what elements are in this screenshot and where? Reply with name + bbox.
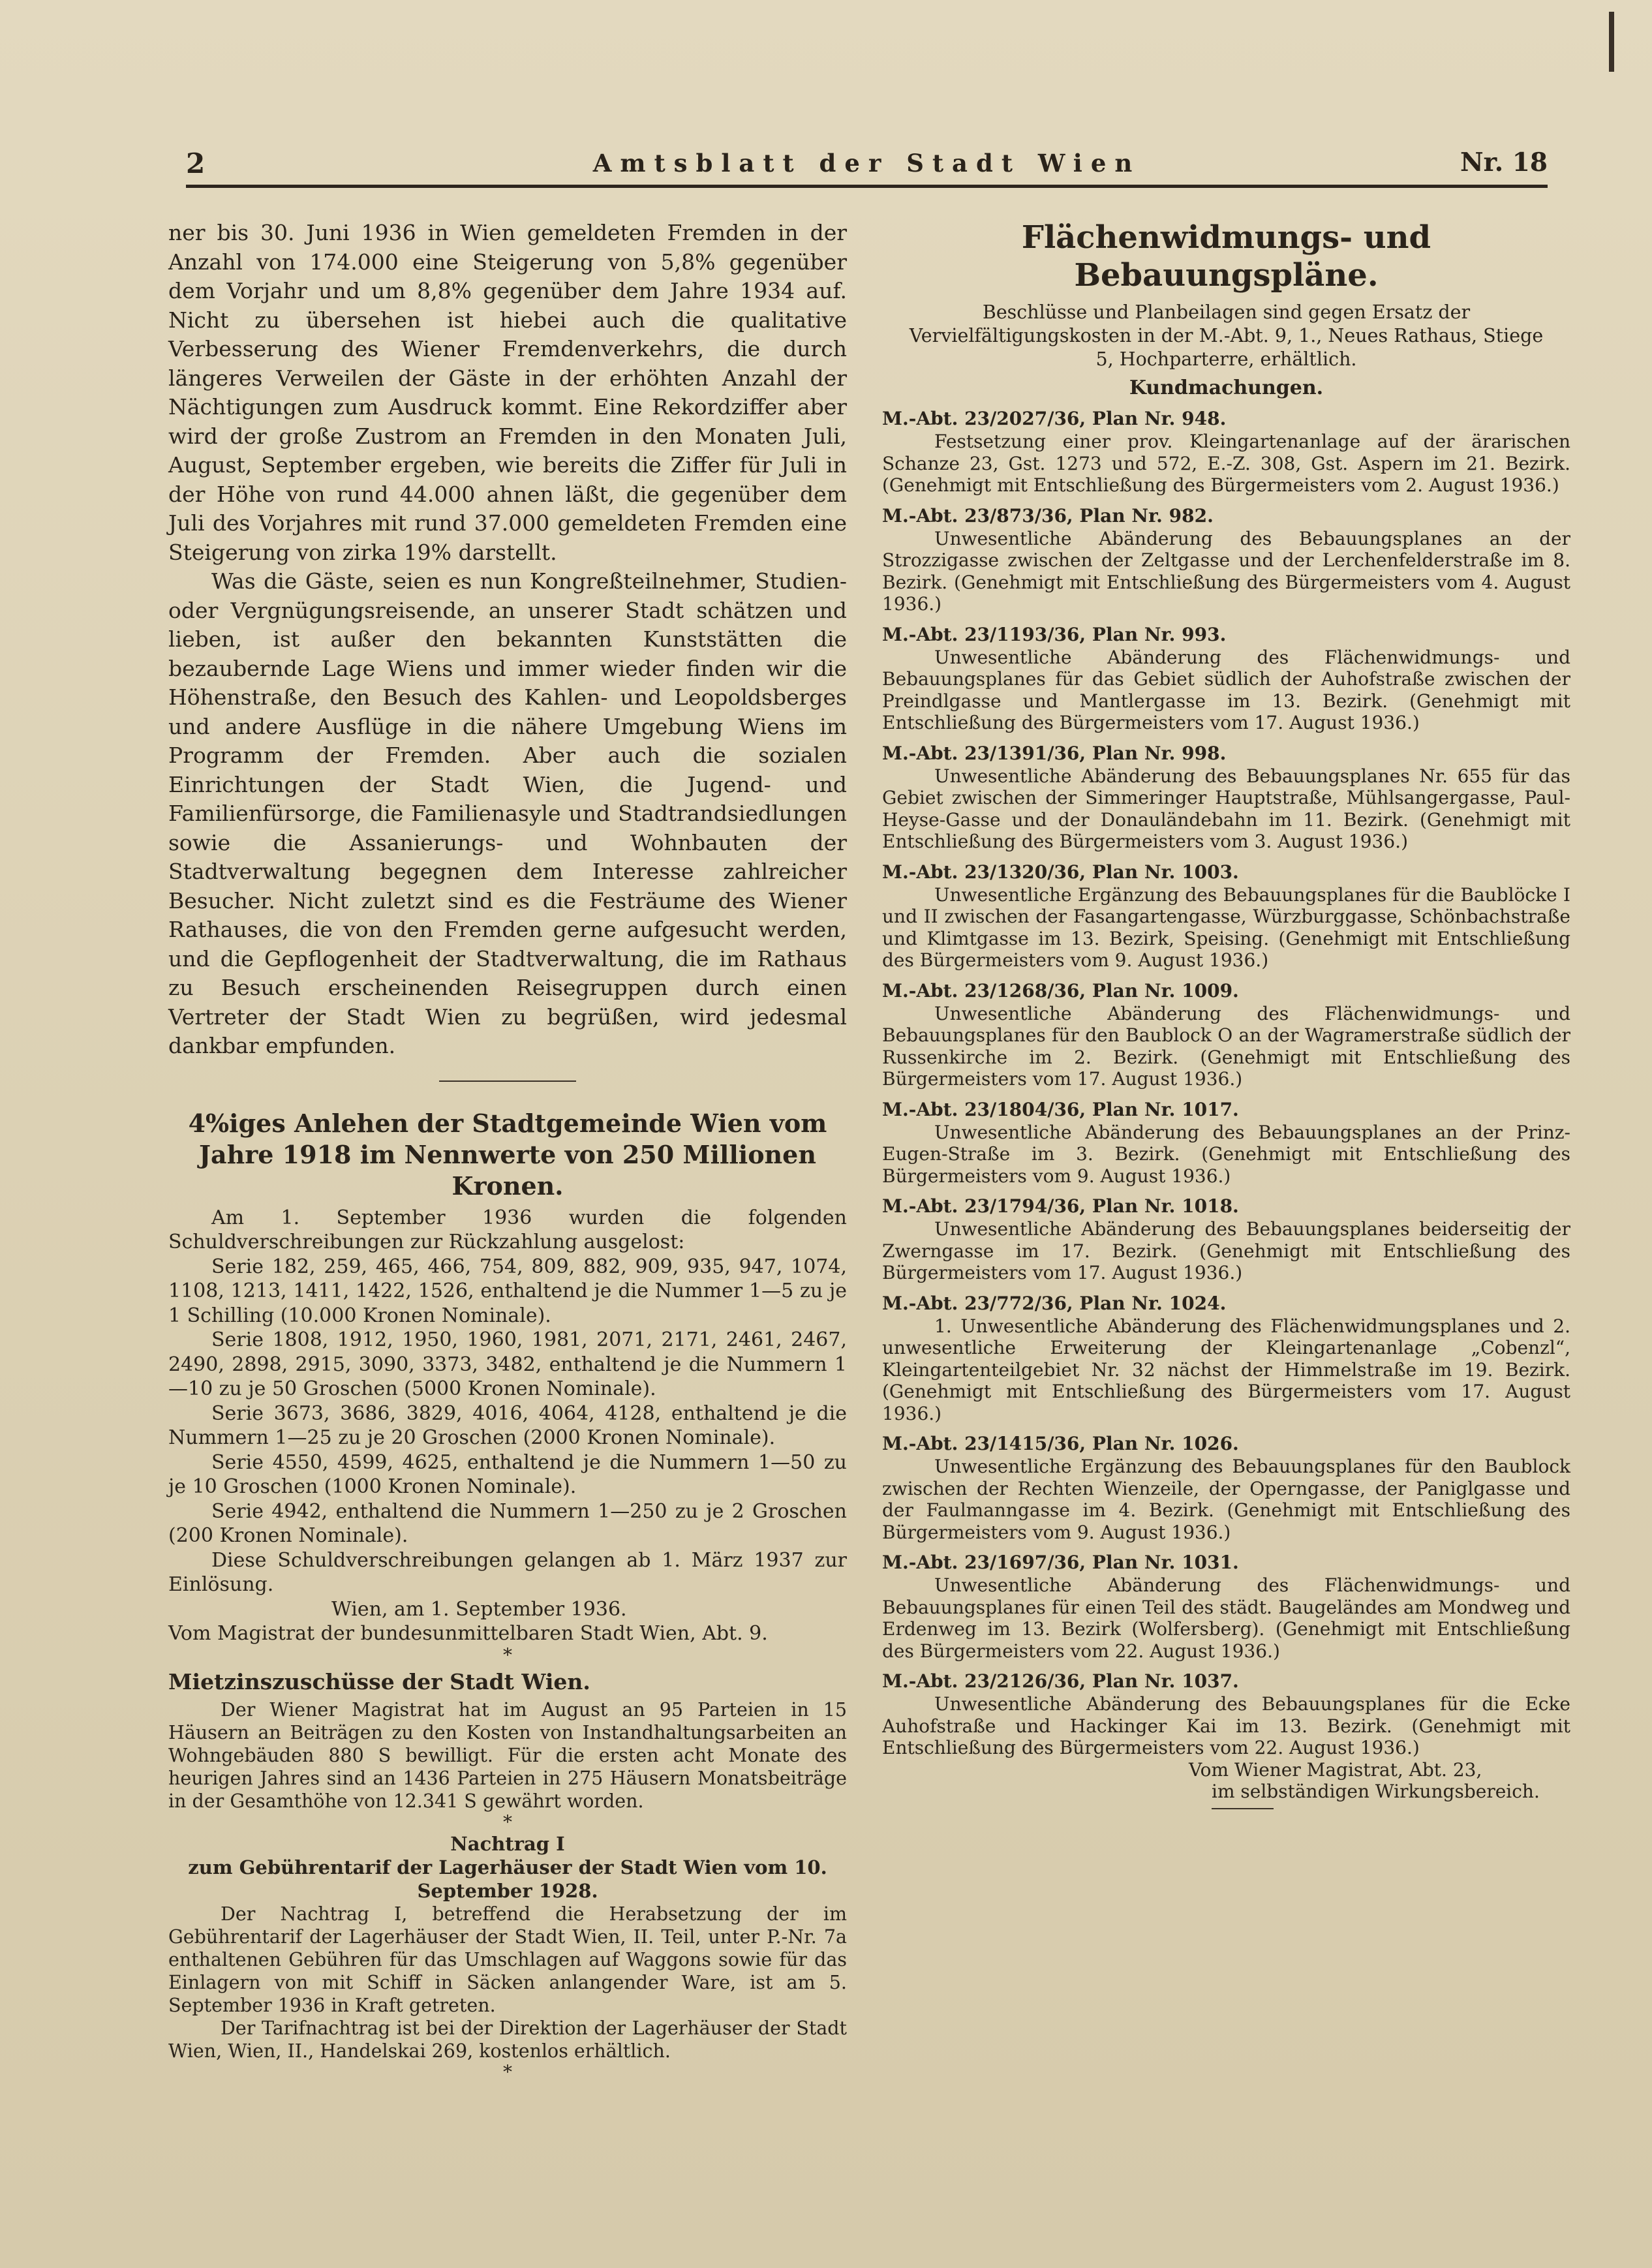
announcement-entry xyxy=(882,861,1570,972)
entry-text: Unwesentliche Abänderung des Bebauungsplanes an der Prinz-Eugen-Straße im 3. Bezirk. (Genehmigt mit Entschließung des Bürgermeisters vom 9. August 1936.) xyxy=(882,1121,1570,1187)
entry-text: Unwesentliche Abänderung des Bebauungsplanes an der Strozzigasse zwischen der Zeltgasse und der Lerchenfelderstraße im 8. Bezirk. (Genehmigt mit Entschließung des Bürgermeisters vom 4. August 1936.) xyxy=(882,527,1570,615)
left-column xyxy=(168,219,847,2082)
rent-text: Der Wiener Magistrat hat im August an 95 Parteien in 15 Häusern an Beiträgen zu den Kosten von Instandhaltungsarbeiten an Wohngebäuden 880 S bewilligt. Für die ersten acht Monate des heurigen Jahres sind an 1436 Parteien in 275 Häusern Monatsbeiträge in der Gesamthöhe von 12.341 S gewährt worden. xyxy=(168,1698,847,1812)
bond-series: Serie 4942, enthaltend die Nummern 1—250 zu je 2 Groschen (200 Kronen Nominale). xyxy=(168,1499,847,1547)
entry-text: Unwesentliche Abänderung des Bebauungsplanes Nr. 655 für das Gebiet zwischen der Simmeringer Hauptstraße, Mühlsangergasse, Paul-Heyse-Gasse und der Donauländebahn im 11. Bezirk. (Genehmigt mit Entschließung des Bürgermeisters vom 3. August 1936.) xyxy=(882,765,1570,852)
bond-series: Serie 4550, 4599, 4625, enthaltend je die Nummern 1—50 zu je 10 Groschen (1000 Kronen Nominale). xyxy=(168,1450,847,1498)
announcement-entry xyxy=(882,1432,1570,1543)
announcement-entry xyxy=(882,504,1570,615)
entry-text: 1. Unwesentliche Abänderung des Flächenwidmungsplanes und 2. unwesentliche Erweiterung der Kleingartenanlage „Cobenzl“, Kleingartenteilgebiet Nr. 32 nächst der Himmelstraße im 19. Bezirk. (Genehmigt mit Entschließung des Bürgermeisters vom 17. August 1936.) xyxy=(882,1315,1570,1424)
entry-reference: M.-Abt. 23/1268/36, Plan Nr. 1009. xyxy=(882,979,1239,1002)
separator-star: * xyxy=(503,2061,512,2083)
entry-reference: M.-Abt. 23/873/36, Plan Nr. 982. xyxy=(882,504,1214,527)
entry-text: Unwesentliche Abänderung des Bebauungsplanes für die Ecke Auhofstraße und Hackinger Kai im 13. Bezirk. (Genehmigt mit Entschließung des Bürgermeisters vom 22. August 1936.) xyxy=(882,1693,1570,1758)
entry-text: Unwesentliche Ergänzung des Bebauungsplanes für den Baublock zwischen der Rechten Wienzeile, der Operngasse, der Paniglgasse und der Faulmanngasse im 4. Bezirk. (Genehmigt mit Entschließung des Bürgermeisters vom 9. August 1936.) xyxy=(882,1456,1570,1543)
bond-signature: Vom Magistrat der bundesunmittelbaren Stadt Wien, Abt. 9. xyxy=(168,1621,768,1645)
page-number: 2 xyxy=(186,147,206,179)
announcement-entry xyxy=(882,407,1570,497)
bond-heading: 4%iges Anlehen der Stadtgemeinde Wien vom Jahre 1918 im Nennwerte von 250 Millionen Kronen. xyxy=(188,1108,827,1201)
entry-reference: M.-Abt. 23/1697/36, Plan Nr. 1031. xyxy=(882,1552,1239,1573)
bond-series: Serie 1808, 1912, 1950, 1960, 1981, 2071, 2171, 2461, 2467, 2490, 2898, 2915, 3090, 3373, 3482, enthaltend je die Nummern 1—10 zu je 50 Groschen (5000 Kronen Nominale). xyxy=(168,1328,847,1400)
tourism-paragraph: Was die Gäste, seien es nun Kongreßteilnehmer, Studien- oder Vergnügungsreisende, an unserer Stadt schätzen und lieben, ist außer den bekannten Kunststätten die bezaubernde Lage Wiens und immer wieder finden wir die Höhenstraße, den Besuch des Kahlen- und Leopoldsberges und andere Ausflüge in die nähere Umgebung Wiens im Programm der Fremden. Aber auch die sozialen Einrichtungen der Stadt Wien, die Jugend- und Familienfürsorge, die Familienasyle und Stadtrandsiedlungen sowie die Assanierungs- und Wohnbauten der Stadtverwaltung begegnen dem Interesse zahlreicher Besucher. Nicht zuletzt sind es die Festräume des Wiener Rathauses, die von den Fremden gerne aufgesucht werden, und die Gepflogenheit der Stadtverwaltung, die im Rathaus zu Besuch erscheinenden Reisegruppen durch einen Vertreter der Stadt Wien zu begrüßen, wird jedesmal dankbar empfunden. xyxy=(168,568,847,1058)
entry-reference: M.-Abt. 23/1415/36, Plan Nr. 1026. xyxy=(882,1433,1239,1454)
announcement-entry xyxy=(882,742,1570,853)
supplement-paragraph: Der Tarifnachtrag ist bei der Direktion der Lagerhäuser der Stadt Wien, Wien, II., Handelskai 269, kostenlos erhältlich. xyxy=(168,2017,847,2062)
bond-redemption: Diese Schuldverschreibungen gelangen ab 1. März 1937 zur Einlösung. xyxy=(168,1548,847,1596)
entry-text: Unwesentliche Abänderung des Flächenwidmungs- und Bebauungsplanes für den Baublock O an der Wagramerstraße südlich der Russenkirche im 2. Bezirk. (Genehmigt mit Entschließung des Bürgermeisters vom 17. August 1936.) xyxy=(882,1002,1570,1090)
entry-reference: M.-Abt. 23/1320/36, Plan Nr. 1003. xyxy=(882,861,1239,883)
announcement-entry xyxy=(882,1098,1570,1188)
announcements-subheading: Kundmachungen. xyxy=(1129,376,1324,399)
scan-edge-mark xyxy=(1609,12,1614,72)
header-rule xyxy=(186,185,1548,188)
bond-series: Serie 3673, 3686, 3829, 4016, 4064, 4128, enthaltend je die Nummern 1—25 zu je 20 Groschen (2000 Kronen Nominale). xyxy=(168,1402,847,1449)
page-header xyxy=(186,147,1548,187)
separator-star: * xyxy=(503,1644,512,1666)
announcement-entry xyxy=(882,1551,1570,1662)
section-divider xyxy=(439,1080,576,1082)
announcement-entry xyxy=(882,979,1570,1090)
closing-rule xyxy=(1212,1808,1274,1809)
publication-title: Amtsblatt der Stadt Wien xyxy=(592,149,1141,177)
announcement-entry xyxy=(882,1195,1570,1284)
entry-text: Unwesentliche Abänderung des Flächenwidmungs- und Bebauungsplanes für das Gebiet südlich der Auhofstraße zwischen der Preindlgasse und Mantlergasse im 13. Bezirk. (Genehmigt mit Entschließung des Bürgermeisters vom 17. August 1936.) xyxy=(882,646,1570,733)
announcement-entry xyxy=(882,623,1570,734)
entry-reference: M.-Abt. 23/2126/36, Plan Nr. 1037. xyxy=(882,1670,1239,1692)
issue-number: Nr. 18 xyxy=(1460,147,1548,177)
entry-text: Festsetzung einer prov. Kleingartenanlage auf der ärarischen Schanze 23, Gst. 1273 und 572, E.-Z. 308, Gst. Aspern im 21. Bezirk. (Genehmigt mit Entschließung des Bürgermeisters vom 2. August 1936.) xyxy=(882,431,1570,496)
zoning-signature-line: im selbständigen Wirkungsbereich. xyxy=(1212,1781,1540,1802)
entry-text: Unwesentliche Abänderung des Bebauungsplanes beiderseitig der Zwerngasse im 17. Bezirk. (Genehmigt mit Entschließung des Bürgermeisters vom 17. August 1936.) xyxy=(882,1218,1570,1283)
entry-reference: M.-Abt. 23/1794/36, Plan Nr. 1018. xyxy=(882,1195,1239,1217)
zoning-signature-line: Vom Wiener Magistrat, Abt. 23, xyxy=(1189,1758,1482,1781)
announcement-entry xyxy=(882,1670,1570,1759)
entry-reference: M.-Abt. 23/772/36, Plan Nr. 1024. xyxy=(882,1292,1227,1314)
separator-star: * xyxy=(503,1811,512,1833)
tourism-paragraph: ner bis 30. Juni 1936 in Wien gemeldeten Fremden in der Anzahl von 174.000 eine Steigerung von 5,8% gegenüber dem Vorjahr und um 8,8% gegenüber dem Jahre 1934 auf. Nicht zu übersehen ist hiebei auch die qualitative Verbesserung des Wiener Fremdenverkehrs, die durch längeres Verweilen der Gäste in der erhöhten Anzahl der Nächtigungen zum Ausdruck kommt. Eine Rekordziffer aber wird der große Zustrom an Fremden in den Monaten Juli, August, September ergeben, wie bereits die Ziffer für Juli in der Höhe von rund 44.000 ahnen läßt, die gegenüber dem Juli des Vorjahres mit rund 37.000 gemeldeten Fremden eine Steigerung von zirka 19% darstellt. xyxy=(168,220,847,565)
entry-reference: M.-Abt. 23/1804/36, Plan Nr. 1017. xyxy=(882,1098,1239,1120)
entry-text: Unwesentliche Abänderung des Flächenwidmungs- und Bebauungsplanes für einen Teil des städt. Baugeländes am Mondweg und Erdenweg im 13. Bezirk (Wolfersberg). (Genehmigt mit Entschließung des Bürgermeisters vom 22. August 1936.) xyxy=(882,1574,1570,1662)
supplement-paragraph: Der Nachtrag I, betreffend die Herabsetzung der im Gebührentarif der Lagerhäuser der Stadt Wien, II. Teil, unter P.-Nr. 7a enthaltenen Gebühren für das Umschlagen auf Waggons sowie für das Einlagern von mit Schiff in Säcken anlangender Ware, ist am 5. September 1936 in Kraft getreten. xyxy=(168,1903,847,2016)
zoning-heading: Flächenwidmungs- und Bebauungspläne. xyxy=(1021,219,1431,294)
announcement-entry xyxy=(882,1292,1570,1425)
zoning-intro: Beschlüsse und Planbeilagen sind gegen Ersatz der Vervielfältigungskosten in der M.-Abt. 9, 1., Neues Rathaus, Stiege 5, Hochparterre, erhältlich. xyxy=(909,301,1544,370)
bond-place-date: Wien, am 1. September 1936. xyxy=(331,1597,627,1621)
entry-reference: M.-Abt. 23/2027/36, Plan Nr. 948. xyxy=(882,408,1227,429)
supplement-subheading: zum Gebührentarif der Lagerhäuser der Stadt Wien vom 10. September 1928. xyxy=(188,1856,827,1902)
entry-reference: M.-Abt. 23/1193/36, Plan Nr. 993. xyxy=(882,623,1227,645)
bond-intro: Am 1. September 1936 wurden die folgenden Schuldverschreibungen zur Rückzahlung ausgelost: xyxy=(168,1206,847,1253)
entry-text: Unwesentliche Ergänzung des Bebauungsplanes für die Baublöcke I und II zwischen der Fasangartengasse, Würzburggasse, Schönbachstraße und Klimtgasse im 13. Bezirk, Speising. (Genehmigt mit Entschließung des Bürgermeisters vom 9. August 1936.) xyxy=(882,883,1570,971)
right-column xyxy=(882,219,1570,1809)
bond-series: Serie 182, 259, 465, 466, 754, 809, 882, 909, 935, 947, 1074, 1108, 1213, 1411, 1422, 1526, enthaltend je die Nummer 1—5 zu je 1 Schilling (10.000 Kronen Nominale). xyxy=(168,1255,847,1327)
entry-reference: M.-Abt. 23/1391/36, Plan Nr. 998. xyxy=(882,742,1227,764)
rent-heading: Mietzinszuschüsse der Stadt Wien. xyxy=(168,1668,590,1694)
supplement-heading: Nachtrag I xyxy=(450,1832,565,1855)
